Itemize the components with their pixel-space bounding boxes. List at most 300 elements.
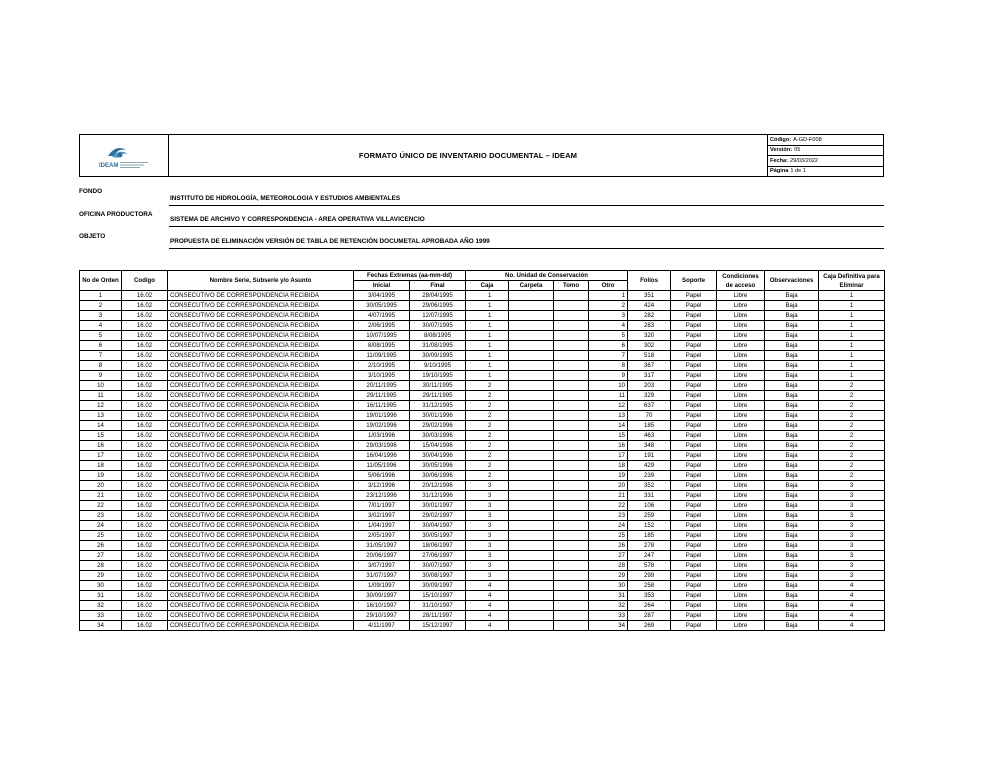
cell-otro: 18 [589, 461, 628, 471]
cell-tomo [554, 421, 589, 431]
cell-carpeta [509, 571, 554, 581]
table-row [80, 591, 885, 601]
cell-caja: 2 [466, 441, 509, 451]
cell-carpeta [509, 461, 554, 471]
cell-orden: 30 [80, 581, 122, 591]
cell-final: 12/07/1995 [410, 311, 466, 321]
table-row [80, 551, 885, 561]
cell-soporte: Papel [671, 521, 717, 531]
cell-nombre: CONSECUTIVO DE CORRESPONDENCIA RECIBIDA [168, 411, 354, 421]
cell-caja-def: 1 [819, 301, 885, 311]
cell-final: 15/10/1997 [410, 591, 466, 601]
cell-caja: 2 [466, 411, 509, 421]
cell-codigo: 16.02 [122, 441, 168, 451]
cell-tomo [554, 501, 589, 511]
cell-tomo [554, 311, 589, 321]
cell-carpeta [509, 421, 554, 431]
cell-caja-def: 3 [819, 481, 885, 491]
cell-soporte: Papel [671, 481, 717, 491]
cell-caja-def: 4 [819, 591, 885, 601]
cell-nombre: CONSECUTIVO DE CORRESPONDENCIA RECIBIDA [168, 621, 354, 631]
cell-orden: 15 [80, 431, 122, 441]
cell-tomo [554, 441, 589, 451]
cell-caja-def: 1 [819, 331, 885, 341]
cell-orden: 22 [80, 501, 122, 511]
document-title: FORMATO ÚNICO DE INVENTARIO DOCUMENTAL – IDEAM [358, 151, 578, 160]
cell-soporte: Papel [671, 621, 717, 631]
cell-otro: 16 [589, 441, 628, 451]
cell-inicial: 4/11/1997 [354, 621, 410, 631]
cell-orden: 32 [80, 601, 122, 611]
header-condiciones: Condiciones de acceso [717, 271, 765, 291]
cell-final: 15/12/1997 [410, 621, 466, 631]
table-row [80, 531, 885, 541]
cell-tomo [554, 571, 589, 581]
cell-caja: 4 [466, 581, 509, 591]
cell-orden: 31 [80, 591, 122, 601]
cell-caja: 3 [466, 551, 509, 561]
oficina-label: OFICINA PRODUCTORA [79, 211, 153, 218]
cell-condiciones: Libre [717, 601, 765, 611]
cell-tomo [554, 551, 589, 561]
cell-codigo: 16.02 [122, 411, 168, 421]
table-row [80, 501, 885, 511]
header-folios: Folios [628, 271, 671, 291]
cell-codigo: 16.02 [122, 621, 168, 631]
table-row [80, 571, 885, 581]
cell-observaciones: Baja [765, 411, 819, 421]
cell-codigo: 16.02 [122, 351, 168, 361]
cell-folios: 320 [628, 331, 671, 341]
cell-soporte: Papel [671, 301, 717, 311]
cell-observaciones: Baja [765, 481, 819, 491]
header-inicial: Inicial [354, 281, 410, 291]
cell-caja: 1 [466, 361, 509, 371]
cell-otro: 34 [589, 621, 628, 631]
cell-soporte: Papel [671, 451, 717, 461]
meta-version: Versión: 05 [768, 146, 883, 157]
cell-condiciones: Libre [717, 381, 765, 391]
cell-caja-def: 3 [819, 491, 885, 501]
cell-caja: 1 [466, 341, 509, 351]
cell-orden: 23 [80, 511, 122, 521]
ideam-logo-icon [94, 142, 154, 170]
cell-otro: 1 [589, 291, 628, 301]
table-row [80, 331, 885, 341]
cell-carpeta [509, 321, 554, 331]
cell-codigo: 16.02 [122, 551, 168, 561]
cell-tomo [554, 351, 589, 361]
cell-observaciones: Baja [765, 571, 819, 581]
cell-folios: 258 [628, 581, 671, 591]
cell-caja: 2 [466, 401, 509, 411]
table-row [80, 441, 885, 451]
cell-carpeta [509, 301, 554, 311]
cell-folios: 185 [628, 421, 671, 431]
cell-nombre: CONSECUTIVO DE CORRESPONDENCIA RECIBIDA [168, 531, 354, 541]
cell-carpeta [509, 511, 554, 521]
cell-folios: 353 [628, 591, 671, 601]
cell-codigo: 16.02 [122, 331, 168, 341]
cell-inicial: 19/01/1996 [354, 411, 410, 421]
cell-observaciones: Baja [765, 551, 819, 561]
cell-otro: 5 [589, 331, 628, 341]
cell-observaciones: Baja [765, 611, 819, 621]
cell-otro: 27 [589, 551, 628, 561]
cell-tomo [554, 411, 589, 421]
cell-inicial: 10/07/1995 [354, 331, 410, 341]
cell-observaciones: Baja [765, 621, 819, 631]
cell-orden: 33 [80, 611, 122, 621]
cell-condiciones: Libre [717, 621, 765, 631]
cell-carpeta [509, 431, 554, 441]
cell-observaciones: Baja [765, 561, 819, 571]
cell-caja-def: 2 [819, 411, 885, 421]
cell-soporte: Papel [671, 611, 717, 621]
cell-final: 31/08/1995 [410, 341, 466, 351]
cell-condiciones: Libre [717, 471, 765, 481]
cell-carpeta [509, 331, 554, 341]
cell-tomo [554, 521, 589, 531]
cell-orden: 4 [80, 321, 122, 331]
cell-final: 29/02/1996 [410, 421, 466, 431]
cell-condiciones: Libre [717, 611, 765, 621]
cell-codigo: 16.02 [122, 461, 168, 471]
cell-caja: 1 [466, 311, 509, 321]
cell-condiciones: Libre [717, 521, 765, 531]
header-final: Final [410, 281, 466, 291]
cell-tomo [554, 371, 589, 381]
cell-observaciones: Baja [765, 471, 819, 481]
cell-folios: 247 [628, 551, 671, 561]
objeto-value: PROPUESTA DE ELIMINACIÓN VERSIÓN DE TABLA DE RETENCIÓN DOCUMETAL APROBADA AÑO 1999 [169, 238, 884, 249]
cell-nombre: CONSECUTIVO DE CORRESPONDENCIA RECIBIDA [168, 361, 354, 371]
cell-soporte: Papel [671, 561, 717, 571]
cell-final: 29/02/1997 [410, 511, 466, 521]
fondo-label: FONDO [79, 188, 103, 195]
cell-otro: 6 [589, 341, 628, 351]
cell-otro: 28 [589, 561, 628, 571]
cell-orden: 9 [80, 371, 122, 381]
cell-caja-def: 1 [819, 371, 885, 381]
cell-inicial: 29/10/1997 [354, 611, 410, 621]
cell-condiciones: Libre [717, 331, 765, 341]
cell-orden: 5 [80, 331, 122, 341]
cell-nombre: CONSECUTIVO DE CORRESPONDENCIA RECIBIDA [168, 461, 354, 471]
cell-folios: 351 [628, 291, 671, 301]
cell-nombre: CONSECUTIVO DE CORRESPONDENCIA RECIBIDA [168, 441, 354, 451]
cell-otro: 11 [589, 391, 628, 401]
cell-soporte: Papel [671, 541, 717, 551]
cell-tomo [554, 391, 589, 401]
cell-caja: 2 [466, 451, 509, 461]
cell-caja-def: 4 [819, 601, 885, 611]
inventory-table [79, 270, 885, 631]
cell-caja: 3 [466, 501, 509, 511]
table-row [80, 351, 885, 361]
cell-orden: 20 [80, 481, 122, 491]
cell-caja: 2 [466, 461, 509, 471]
cell-nombre: CONSECUTIVO DE CORRESPONDENCIA RECIBIDA [168, 421, 354, 431]
cell-condiciones: Libre [717, 311, 765, 321]
cell-caja: 3 [466, 561, 509, 571]
cell-orden: 18 [80, 461, 122, 471]
cell-soporte: Papel [671, 501, 717, 511]
cell-condiciones: Libre [717, 291, 765, 301]
cell-otro: 22 [589, 501, 628, 511]
cell-carpeta [509, 591, 554, 601]
cell-condiciones: Libre [717, 591, 765, 601]
cell-soporte: Papel [671, 491, 717, 501]
cell-caja-def: 1 [819, 351, 885, 361]
cell-soporte: Papel [671, 441, 717, 451]
cell-final: 30/07/1995 [410, 321, 466, 331]
cell-carpeta [509, 411, 554, 421]
cell-otro: 26 [589, 541, 628, 551]
cell-carpeta [509, 501, 554, 511]
cell-carpeta [509, 441, 554, 451]
cell-final: 30/04/1996 [410, 451, 466, 461]
cell-caja: 1 [466, 321, 509, 331]
meta-codigo: Código: A-GD-F008 [768, 135, 883, 146]
table-row [80, 361, 885, 371]
cell-codigo: 16.02 [122, 511, 168, 521]
table-row [80, 291, 885, 301]
cell-final: 19/10/1995 [410, 371, 466, 381]
cell-observaciones: Baja [765, 581, 819, 591]
cell-codigo: 16.02 [122, 601, 168, 611]
cell-nombre: CONSECUTIVO DE CORRESPONDENCIA RECIBIDA [168, 591, 354, 601]
cell-carpeta [509, 611, 554, 621]
oficina-value: SISTEMA DE ARCHIVO Y CORRESPONDENCIA - AREA OPERATIVA VILLAVICENCIO [169, 216, 884, 227]
cell-folios: 578 [628, 561, 671, 571]
cell-codigo: 16.02 [122, 321, 168, 331]
cell-final: 20/12/1996 [410, 481, 466, 491]
cell-folios: 352 [628, 481, 671, 491]
cell-inicial: 2/05/1997 [354, 531, 410, 541]
cell-folios: 70 [628, 411, 671, 421]
cell-otro: 3 [589, 311, 628, 321]
cell-inicial: 3/12/1996 [354, 481, 410, 491]
cell-caja-def: 2 [819, 451, 885, 461]
cell-inicial: 1/04/1997 [354, 521, 410, 531]
cell-condiciones: Libre [717, 581, 765, 591]
cell-observaciones: Baja [765, 521, 819, 531]
table-row [80, 371, 885, 381]
cell-caja: 2 [466, 391, 509, 401]
cell-tomo [554, 461, 589, 471]
cell-codigo: 16.02 [122, 561, 168, 571]
cell-carpeta [509, 491, 554, 501]
cell-caja: 3 [466, 521, 509, 531]
cell-soporte: Papel [671, 531, 717, 541]
cell-observaciones: Baja [765, 421, 819, 431]
cell-condiciones: Libre [717, 351, 765, 361]
cell-orden: 1 [80, 291, 122, 301]
cell-tomo [554, 381, 589, 391]
header-caja: Caja [466, 281, 509, 291]
table-row [80, 401, 885, 411]
inventory-body [80, 291, 885, 631]
cell-observaciones: Baja [765, 311, 819, 321]
cell-carpeta [509, 481, 554, 491]
cell-soporte: Papel [671, 461, 717, 471]
cell-caja-def: 2 [819, 391, 885, 401]
cell-folios: 331 [628, 491, 671, 501]
cell-caja-def: 1 [819, 321, 885, 331]
cell-codigo: 16.02 [122, 521, 168, 531]
cell-observaciones: Baja [765, 361, 819, 371]
header-fechas: Fechas Extremas (aa-mm-dd) [354, 271, 466, 281]
header-nombre: Nombre Serie, Subserie y/o Asunto [168, 271, 354, 291]
cell-tomo [554, 361, 589, 371]
cell-carpeta [509, 521, 554, 531]
cell-orden: 11 [80, 391, 122, 401]
fondo-value: INSTITUTO DE HIDROLOGÍA, METEOROLOGIA Y ESTUDIOS AMBIENTALES [169, 195, 884, 206]
cell-soporte: Papel [671, 331, 717, 341]
cell-nombre: CONSECUTIVO DE CORRESPONDENCIA RECIBIDA [168, 491, 354, 501]
cell-caja-def: 1 [819, 311, 885, 321]
cell-condiciones: Libre [717, 571, 765, 581]
cell-observaciones: Baja [765, 491, 819, 501]
cell-nombre: CONSECUTIVO DE CORRESPONDENCIA RECIBIDA [168, 481, 354, 491]
cell-codigo: 16.02 [122, 421, 168, 431]
cell-caja-def: 3 [819, 521, 885, 531]
cell-caja-def: 3 [819, 551, 885, 561]
cell-condiciones: Libre [717, 371, 765, 381]
cell-caja: 3 [466, 511, 509, 521]
cell-carpeta [509, 361, 554, 371]
cell-codigo: 16.02 [122, 581, 168, 591]
cell-caja-def: 4 [819, 621, 885, 631]
cell-caja: 2 [466, 421, 509, 431]
cell-nombre: CONSECUTIVO DE CORRESPONDENCIA RECIBIDA [168, 371, 354, 381]
cell-caja: 2 [466, 471, 509, 481]
header-orden: No de Orden [80, 271, 122, 291]
header-carpeta: Carpeta [509, 281, 554, 291]
cell-condiciones: Libre [717, 451, 765, 461]
cell-folios: 463 [628, 431, 671, 441]
objeto-label: OBJETO [79, 233, 106, 240]
document-header [79, 134, 884, 177]
cell-soporte: Papel [671, 421, 717, 431]
cell-inicial: 20/06/1997 [354, 551, 410, 561]
cell-carpeta [509, 551, 554, 561]
cell-caja-def: 2 [819, 441, 885, 451]
cell-tomo [554, 611, 589, 621]
cell-otro: 13 [589, 411, 628, 421]
table-row [80, 301, 885, 311]
cell-final: 28/04/1995 [410, 291, 466, 301]
cell-observaciones: Baja [765, 531, 819, 541]
cell-soporte: Papel [671, 371, 717, 381]
cell-orden: 25 [80, 531, 122, 541]
cell-final: 27/06/1997 [410, 551, 466, 561]
cell-inicial: 3/04/1995 [354, 291, 410, 301]
cell-codigo: 16.02 [122, 291, 168, 301]
cell-inicial: 3/07/1997 [354, 561, 410, 571]
cell-caja-def: 1 [819, 341, 885, 351]
cell-condiciones: Libre [717, 541, 765, 551]
cell-tomo [554, 471, 589, 481]
cell-orden: 7 [80, 351, 122, 361]
cell-observaciones: Baja [765, 331, 819, 341]
cell-tomo [554, 401, 589, 411]
cell-condiciones: Libre [717, 441, 765, 451]
table-row [80, 621, 885, 631]
cell-condiciones: Libre [717, 401, 765, 411]
header-caja-definitiva: Caja Definitiva para Eliminar [819, 271, 885, 291]
table-row [80, 411, 885, 421]
cell-final: 28/11/1997 [410, 611, 466, 621]
cell-observaciones: Baja [765, 591, 819, 601]
cell-otro: 30 [589, 581, 628, 591]
cell-otro: 10 [589, 381, 628, 391]
cell-otro: 29 [589, 571, 628, 581]
cell-folios: 287 [628, 611, 671, 621]
cell-caja: 3 [466, 531, 509, 541]
cell-nombre: CONSECUTIVO DE CORRESPONDENCIA RECIBIDA [168, 311, 354, 321]
cell-caja-def: 3 [819, 561, 885, 571]
cell-soporte: Papel [671, 551, 717, 561]
cell-folios: 191 [628, 451, 671, 461]
cell-caja: 1 [466, 291, 509, 301]
cell-carpeta [509, 341, 554, 351]
cell-otro: 19 [589, 471, 628, 481]
cell-observaciones: Baja [765, 601, 819, 611]
cell-folios: 239 [628, 471, 671, 481]
table-row [80, 581, 885, 591]
table-row [80, 481, 885, 491]
cell-observaciones: Baja [765, 381, 819, 391]
cell-otro: 24 [589, 521, 628, 531]
cell-folios: 278 [628, 541, 671, 551]
cell-final: 30/05/1997 [410, 531, 466, 541]
cell-final: 30/07/1997 [410, 561, 466, 571]
cell-observaciones: Baja [765, 391, 819, 401]
cell-folios: 429 [628, 461, 671, 471]
cell-nombre: CONSECUTIVO DE CORRESPONDENCIA RECIBIDA [168, 341, 354, 351]
cell-caja-def: 1 [819, 361, 885, 371]
cell-nombre: CONSECUTIVO DE CORRESPONDENCIA RECIBIDA [168, 431, 354, 441]
cell-carpeta [509, 561, 554, 571]
cell-otro: 25 [589, 531, 628, 541]
cell-orden: 14 [80, 421, 122, 431]
cell-carpeta [509, 601, 554, 611]
cell-soporte: Papel [671, 361, 717, 371]
table-row [80, 431, 885, 441]
cell-tomo [554, 321, 589, 331]
header-soporte: Soporte [671, 271, 717, 291]
cell-nombre: CONSECUTIVO DE CORRESPONDENCIA RECIBIDA [168, 381, 354, 391]
table-row [80, 471, 885, 481]
cell-tomo [554, 491, 589, 501]
cell-caja: 1 [466, 351, 509, 361]
cell-inicial: 1/09/1997 [354, 581, 410, 591]
cell-nombre: CONSECUTIVO DE CORRESPONDENCIA RECIBIDA [168, 581, 354, 591]
cell-otro: 15 [589, 431, 628, 441]
cell-caja-def: 3 [819, 541, 885, 551]
cell-folios: 203 [628, 381, 671, 391]
cell-nombre: CONSECUTIVO DE CORRESPONDENCIA RECIBIDA [168, 451, 354, 461]
cell-folios: 152 [628, 521, 671, 531]
cell-observaciones: Baja [765, 501, 819, 511]
cell-codigo: 16.02 [122, 491, 168, 501]
cell-codigo: 16.02 [122, 541, 168, 551]
cell-inicial: 19/02/1996 [354, 421, 410, 431]
cell-condiciones: Libre [717, 501, 765, 511]
ideam-logo [80, 135, 169, 176]
